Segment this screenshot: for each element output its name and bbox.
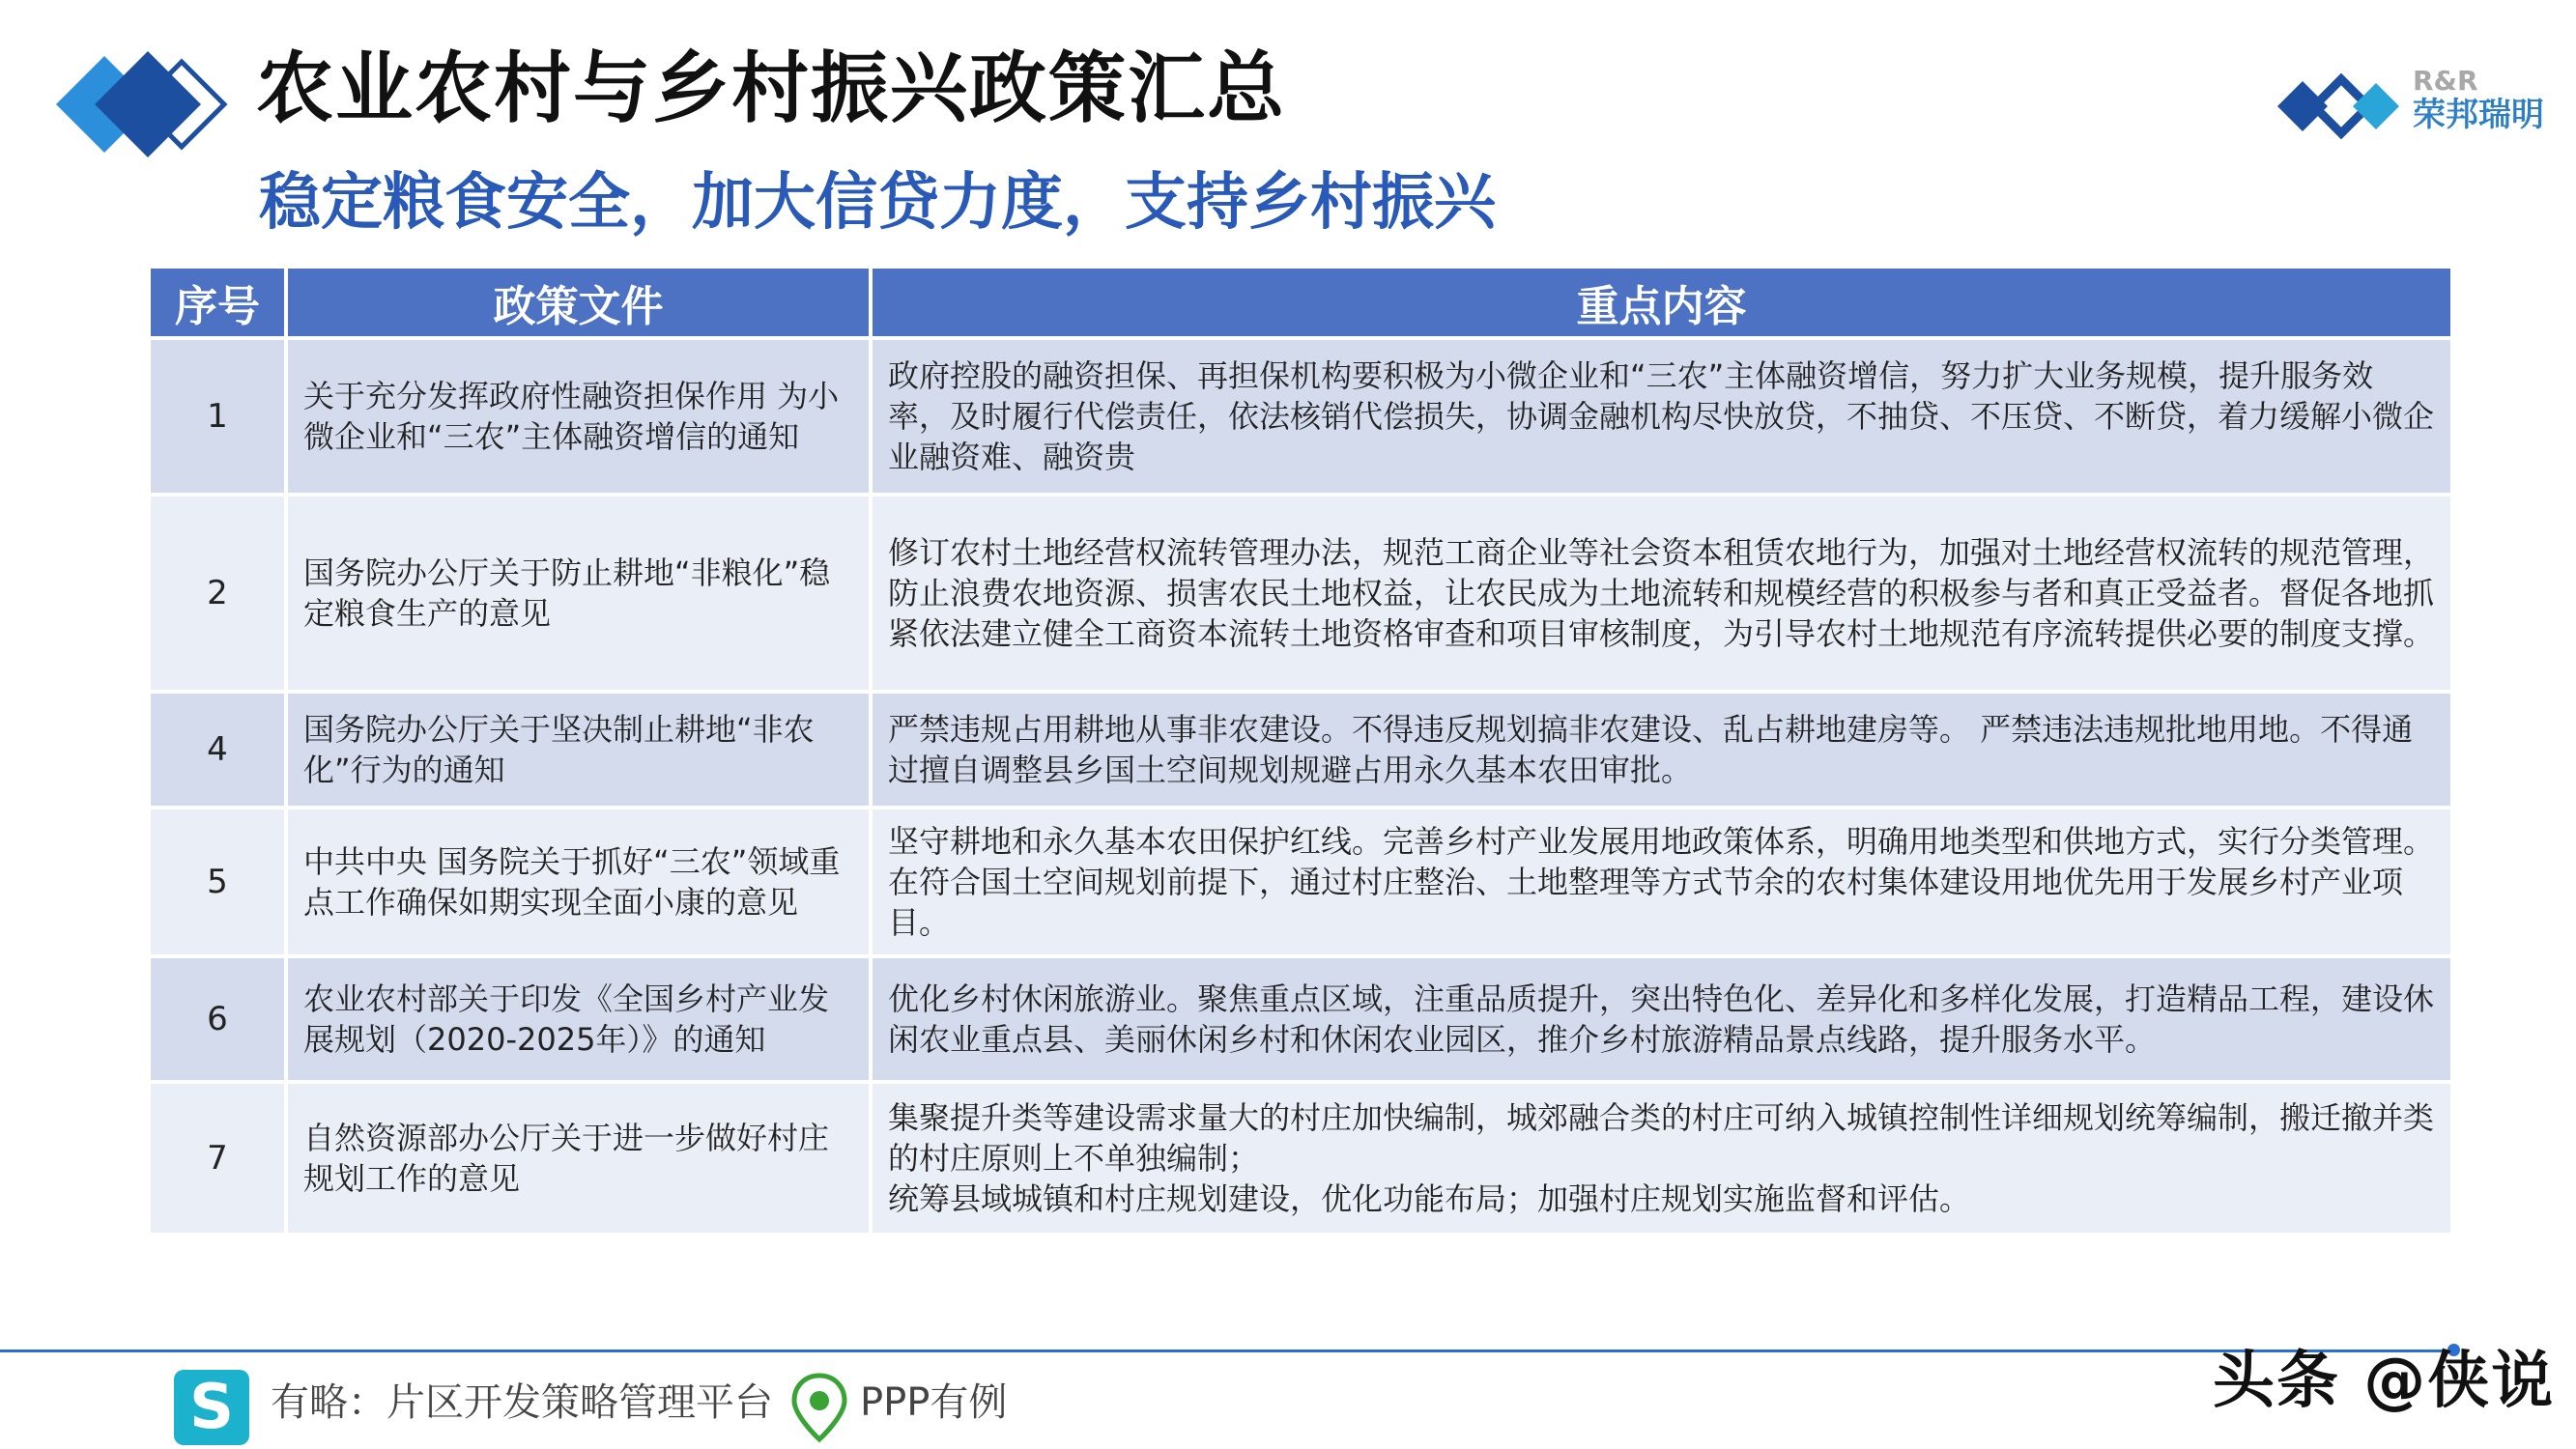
table-row [151, 694, 2450, 810]
table-row [151, 1084, 2450, 1236]
policy-table [147, 269, 2454, 1236]
brand-name-cn: 荣邦瑞明 [2413, 96, 2544, 134]
watermark-text: 头条 @侠说 [2213, 1346, 2556, 1417]
table-row [151, 340, 2450, 497]
platform-logo-icon: S [174, 1370, 249, 1445]
policy-document: 农业农村部关于印发《全国乡村产业发展规划（2020-2025年）》的通知 [288, 958, 869, 1084]
row-number: 1 [151, 340, 284, 497]
row-number: 2 [151, 497, 284, 694]
policy-document: 国务院办公厅关于坚决制止耕地“非农化”行为的通知 [288, 694, 869, 810]
table-row [151, 497, 2450, 694]
page-subtitle: 稳定粮食安全，加大信贷力度，支持乡村振兴 [259, 167, 1496, 239]
table-row [151, 958, 2450, 1084]
policy-content-line: 集聚提升类等建设需求量大的村庄加快编制，城郊融合类的村庄可纳入城镇控制性详细规划统筹编制，搬迁撤并类的村庄原则上不单独编制； [888, 1099, 2435, 1177]
row-number: 4 [151, 694, 284, 810]
policy-content-line: 统筹县域城镇和村庄规划建设，优化功能布局；加强村庄规划实施监督和评估。 [888, 1180, 1971, 1217]
footer-platform-text: 有略：片区开发策略管理平台 [271, 1380, 773, 1425]
table-row [151, 810, 2450, 958]
column-header-no: 序号 [151, 269, 284, 340]
page-title: 农业农村与乡村振兴政策汇总 [256, 43, 1286, 133]
footer-ppp-text: PPP有例 [860, 1380, 1008, 1425]
policy-document: 自然资源部办公厅关于进一步做好村庄规划工作的意见 [288, 1084, 869, 1236]
row-number: 6 [151, 958, 284, 1084]
footer-divider [0, 1350, 2454, 1352]
policy-document: 中共中央 国务院关于抓好“三农”领域重点工作确保如期实现全面小康的意见 [288, 810, 869, 958]
table-header-row [151, 269, 2450, 340]
policy-document: 国务院办公厅关于防止耕地“非粮化”稳定粮食生产的意见 [288, 497, 869, 694]
row-number: 7 [151, 1084, 284, 1236]
policy-content: 坚守耕地和永久基本农田保护红线。完善乡村产业发展用地政策体系，明确用地类型和供地方式，实行分类管理。在符合国土空间规划前提下，通过村庄整治、土地整理等方式节余的农村集体建设用地优先用于发展乡村产业项目。 [873, 810, 2450, 958]
policy-content: 政府控股的融资担保、再担保机构要积极为小微企业和“三农”主体融资增信，努力扩大业务规模，提升服务效率，及时履行代偿责任，依法核销代偿损失，协调金融机构尽快放贷，不抽贷、不压贷、不断贷，着力缓解小微企业融资难、融资贵 [873, 340, 2450, 497]
row-number: 5 [151, 810, 284, 958]
column-header-doc: 政策文件 [288, 269, 869, 340]
policy-content: 优化乡村休闲旅游业。聚焦重点区域，注重品质提升，突出特色化、差异化和多样化发展，打造精品工程，建设休闲农业重点县、美丽休闲乡村和休闲农业园区，推介乡村旅游精品景点线路，提升服务水平。 [873, 958, 2450, 1084]
ppp-pin-icon [790, 1372, 848, 1443]
diamond-logo-icon [46, 37, 240, 172]
policy-document: 关于充分发挥政府性融资担保作用 为小微企业和“三农”主体融资增信的通知 [288, 340, 869, 497]
column-header-content: 重点内容 [873, 269, 2450, 340]
brand-name-en: R&R [2413, 65, 2478, 97]
policy-content [873, 1084, 2450, 1236]
policy-content: 严禁违规占用耕地从事非农建设。不得违反规划搞非农建设、乱占耕地建房等。 严禁违法违规批地用地。不得通过擅自调整县乡国土空间规划规避占用永久基本农田审批。 [873, 694, 2450, 810]
policy-content: 修订农村土地经营权流转管理办法，规范工商企业等社会资本租赁农地行为，加强对土地经营权流转的规范管理，防止浪费农地资源、损害农民土地权益，让农民成为土地流转和规模经营的积极参与者和真正受益者。督促各地抓紧依法建立健全工商资本流转土地资格审查和项目审核制度，为引导农村土地规范有序流转提供必要的制度支撑。 [873, 497, 2450, 694]
